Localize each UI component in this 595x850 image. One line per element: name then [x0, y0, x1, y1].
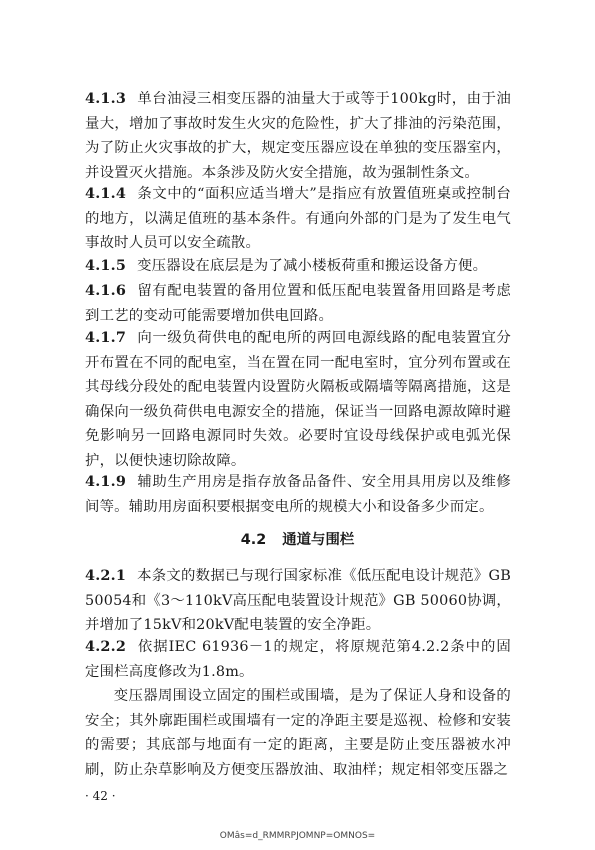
clause-4-2-2 [85, 635, 511, 684]
clause-4-1-7 [85, 326, 511, 474]
section-heading [0, 528, 595, 552]
clause-text: 留有配电装置的备用位置和低压配电装置备用回路是考虑到工艺的变动可能需要增加供电回路。 [85, 283, 511, 324]
clause-text: 本条文的数据已与现行国家标准《低压配电设计规范》GB 50054和《3～110kV高压配电装置设计规范》GB 50060协调，并增加了15kV和20kV配电装置的安全净距。 [85, 568, 511, 634]
clause-number: 4.1.9 [85, 473, 127, 490]
section-title: 通道与围栏 [282, 532, 355, 548]
footer-code: OMâs=d_RMMRPJOMNP=OMNOS= [219, 831, 376, 841]
clause-4-1-5 [85, 254, 511, 279]
clause-number: 4.1.6 [85, 282, 127, 299]
clause-text: 依据IEC 61936－1的规定，将原规范第4.2.2条中的固定围栏高度修改为1.8m。 [85, 639, 511, 680]
clause-number: 4.1.4 [85, 185, 127, 202]
clause-text: 单台油浸三相变压器的油量大于或等于100kg时，由于油量大，增加了事故时发生火灾的危险性，扩大了排油的污染范围，为了防止火灾事故的扩大，规定变压器应设在单独的变压器室内，并设置灭火措施。本条涉及防火安全措施，故为强制性条文。 [85, 91, 511, 181]
clause-4-1-9 [85, 470, 511, 519]
page-number: · 42 · [85, 789, 116, 803]
clause-4-1-6 [85, 279, 511, 328]
section-number: 4.2 [240, 532, 267, 548]
clause-4-1-4 [85, 182, 511, 256]
clause-text: 向一级负荷供电的配电所的两回电源线路的配电装置宜分开布置在不同的配电室，当在置在同一配电室时，宜分列布置或在其母线分段处的配电装置内设置防火隔板或隔墙等隔离措施，这是确保向一级负荷供电电源安全的措施，保证当一回路电源故障时避免影响另一回路电源同时失效。必要时宜设母线保护或电弧光保护，以便快速切除故障。 [85, 330, 511, 469]
clause-4-1-3 [85, 87, 511, 185]
clause-text: 条文中的“面积应适当增大”是指应有放置值班桌或控制台的地方，以满足值班的基本条件。有通向外部的门是为了发生电气事故时人员可以安全疏散。 [85, 186, 511, 252]
clause-number: 4.2.2 [85, 638, 127, 655]
clause-text: 变压器设在底层是为了减小楼板荷重和搬运设备方便。 [137, 258, 488, 274]
clause-4-2-1 [85, 564, 511, 638]
clause-number: 4.1.3 [85, 90, 127, 107]
clause-number: 4.1.5 [85, 257, 127, 274]
clause-number: 4.1.7 [85, 329, 127, 346]
clause-text: 辅助生产用房是指存放备品备件、安全用具用房以及维修间等。辅助用房面积要根据变电所的规模大小和设备多少而定。 [85, 474, 511, 515]
clause-number: 4.2.1 [85, 567, 127, 584]
body-paragraph: 变压器周围设立固定的围栏或围墙，是为了保证人身和设备的安全；其外廓距围栏或围墙有一定的净距主要是巡视、检修和安装的需要；其底部与地面有一定的距离，主要是防止变压器被水冲刷，防止杂草影响及方便变压器放油、取油样；规定相邻变压器之 [85, 688, 511, 778]
